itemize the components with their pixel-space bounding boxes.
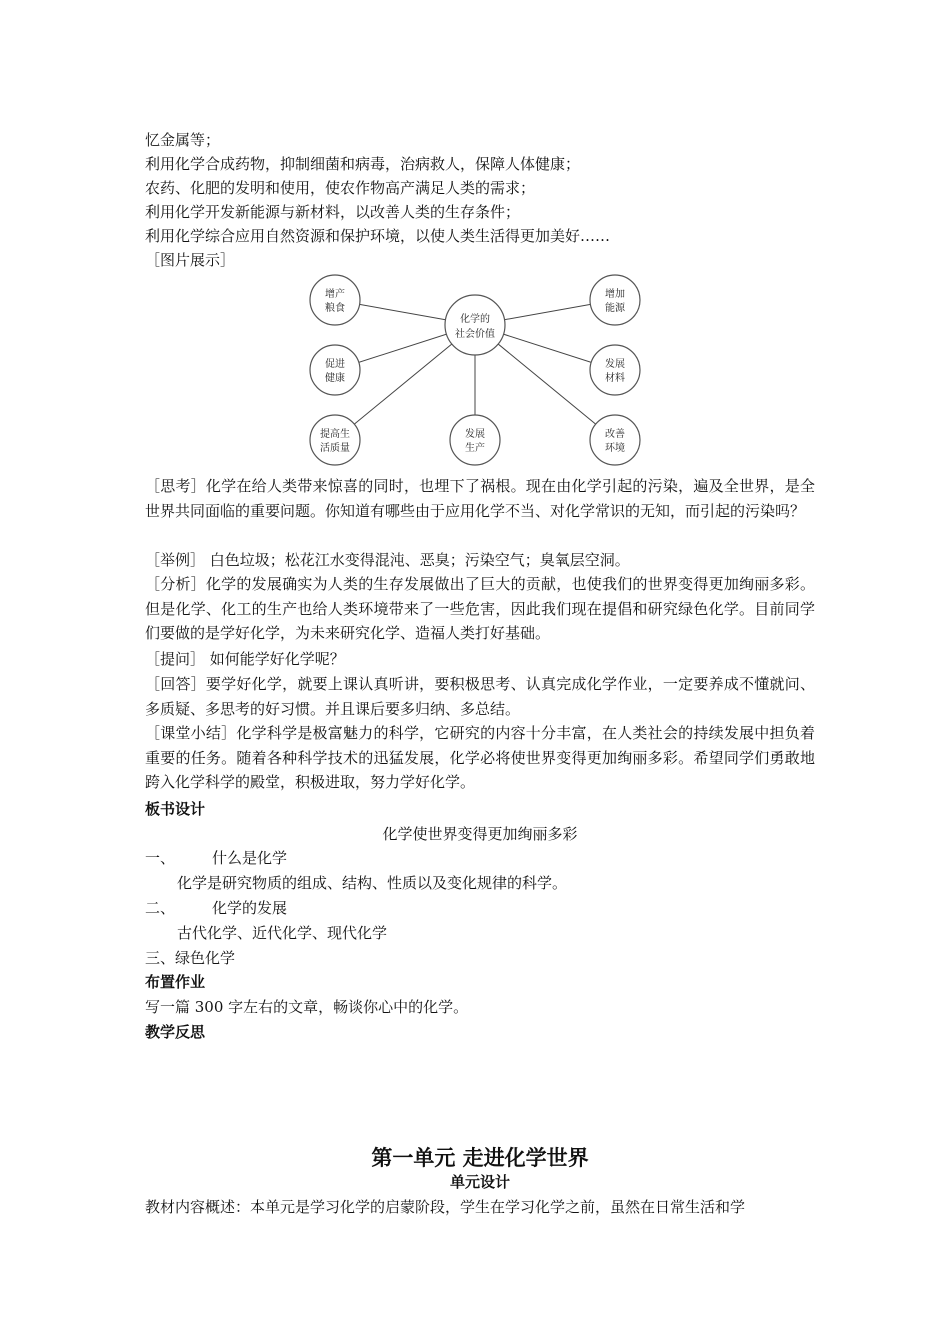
text-line: 农药、化肥的发明和使用，使农作物高产满足人类的需求； bbox=[145, 179, 536, 197]
center-label: 社会价值 bbox=[455, 329, 495, 340]
node-label: 材料 bbox=[605, 373, 625, 384]
node-label: 环境 bbox=[605, 443, 625, 454]
example-paragraph: ［举例］ 白色垃圾；松花江水变得混沌、恶臭；污染空气；臭氧层空洞。 bbox=[145, 551, 630, 569]
node-label: 促进 bbox=[325, 359, 345, 370]
node-circle bbox=[590, 415, 640, 465]
text-line: 利用化学综合应用自然资源和保护环境，以使人类生活得更加美好…… bbox=[145, 227, 611, 245]
image-display-label: ［图片展示］ bbox=[145, 251, 236, 269]
node-label: 活质量 bbox=[320, 443, 350, 454]
think-paragraph: ［思考］化学在给人类带来惊喜的同时，也埋下了祸根。现在由化学引起的污染，遍及全世界，是全世界共同面临的重要问题。你知道有哪些由于应用化学不当、对化学常识的无知，而引起的污染吗？ bbox=[145, 477, 815, 520]
homework-text: 写一篇 300 字左右的文章，畅谈你心中的化学。 bbox=[145, 998, 469, 1016]
text-line: 利用化学开发新能源与新材料，以改善人类的生存条件； bbox=[145, 203, 521, 221]
unit-intro: 教材内容概述：本单元是学习化学的启蒙阶段，学生在学习化学之前，虽然在日常生活和学 bbox=[145, 1198, 746, 1216]
node-circle bbox=[310, 415, 360, 465]
board-item-1-label: 什么是化学 bbox=[212, 849, 288, 867]
node-circle bbox=[590, 345, 640, 395]
node-circle bbox=[590, 275, 640, 325]
board-item-2-detail: 古代化学、近代化学、现代化学 bbox=[177, 924, 388, 942]
node-circle bbox=[450, 415, 500, 465]
node-label: 提高生 bbox=[320, 429, 350, 440]
reflection-heading: 教学反思 bbox=[145, 1023, 206, 1041]
homework-heading: 布置作业 bbox=[145, 973, 206, 991]
text-line: 利用化学合成药物，抑制细菌和病毒，治病救人，保障人体健康； bbox=[145, 155, 581, 173]
node-label: 增加 bbox=[605, 289, 625, 300]
node-label: 发展 bbox=[605, 359, 625, 370]
board-item-1-number: 一、 bbox=[145, 849, 176, 867]
board-item-3: 三、绿色化学 bbox=[145, 949, 236, 967]
board-item-1-detail: 化学是研究物质的组成、结构、性质以及变化规律的科学。 bbox=[177, 874, 568, 892]
node-label: 能源 bbox=[605, 303, 625, 314]
node-label: 发展 bbox=[465, 429, 485, 440]
social-value-diagram bbox=[300, 270, 650, 470]
center-label: 化学的 bbox=[460, 314, 490, 325]
unit-title: 第一单元 走进化学世界 bbox=[371, 1146, 589, 1170]
node-circle bbox=[310, 345, 360, 395]
analysis-paragraph: ［分析］化学的发展确实为人类的生存发展做出了巨大的贡献，也使我们的世界变得更加绚丽多彩。但是化学、化工的生产也给人类环境带来了一些危害，因此我们现在提倡和研究绿色化学。目前同学们要做的是学好化学，为未来研究化学、造福人类打好基础。 bbox=[145, 575, 815, 642]
diagram-svg bbox=[300, 270, 650, 470]
unit-subtitle: 单元设计 bbox=[449, 1173, 510, 1191]
question-paragraph: ［提问］ 如何能学好化学呢？ bbox=[145, 650, 345, 668]
node-label: 改善 bbox=[605, 429, 625, 440]
node-label: 生产 bbox=[465, 443, 485, 454]
summary-paragraph: ［课堂小结］化学科学是极富魅力的科学，它研究的内容十分丰富，在人类社会的持续发展中担负着重要的任务。随着各种科学技术的迅猛发展，化学必将使世界变得更加绚丽多彩。希望同学们勇敢地跨入化学科学的殿堂，积极进取，努力学好化学。 bbox=[145, 724, 815, 791]
node-label: 健康 bbox=[325, 373, 345, 384]
node-circle bbox=[310, 275, 360, 325]
node-label: 粮食 bbox=[325, 303, 345, 314]
board-item-2-label: 化学的发展 bbox=[212, 899, 288, 917]
board-item-2-number: 二、 bbox=[145, 899, 176, 917]
board-heading: 板书设计 bbox=[145, 800, 206, 818]
text-line: 忆金属等； bbox=[145, 131, 221, 149]
answer-paragraph: ［回答］要学好化学，就要上课认真听讲，要积极思考、认真完成化学作业，一定要养成不懂就问、多质疑、多思考的好习惯。并且课后要多归纳、多总结。 bbox=[145, 675, 815, 718]
center-node bbox=[445, 295, 505, 355]
board-title: 化学使世界变得更加绚丽多彩 bbox=[382, 825, 578, 843]
node-label: 增产 bbox=[325, 289, 345, 300]
